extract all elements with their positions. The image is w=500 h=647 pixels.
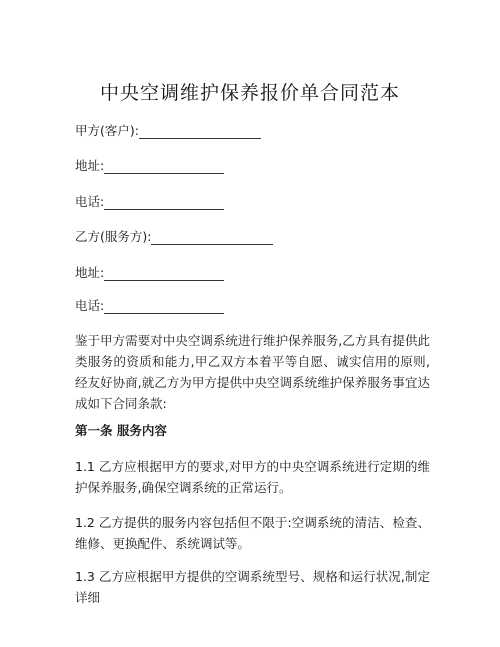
clause-1-1: 1.1 乙方应根据甲方的要求,对甲方的中央空调系统进行定期的维护保养服务,确保空调系统的正常运行。 [75, 459, 430, 495]
party-b-name-label: 乙方(服务方): [75, 229, 152, 244]
party-a-address-blank[interactable] [104, 160, 224, 174]
party-a-phone-field [75, 194, 224, 210]
party-a-name-label: 甲方(客户): [75, 123, 139, 138]
party-b-name-field [75, 229, 273, 245]
party-a-name-blank[interactable] [139, 125, 261, 139]
party-b-phone-label: 电话: [75, 298, 105, 313]
party-b-phone-field [75, 298, 224, 314]
clause-1-2: 1.2 乙方提供的服务内容包括但不限于:空调系统的清洁、检查、维修、更换配件、系统调试等。 [75, 515, 430, 551]
party-b-name-blank[interactable] [151, 231, 273, 245]
party-b-phone-blank[interactable] [104, 300, 224, 314]
party-b-address-label: 地址: [75, 265, 105, 280]
preamble-paragraph: 鉴于甲方需要对中央空调系统进行维护保养服务,乙方具有提供此类服务的资质和能力,甲乙双方本着平等自愿、诚实信用的原则,经友好协商,就乙方为甲方提供中央空调系统维护保养服务事宜达成如下合同条款: [75, 333, 430, 411]
clause-1-3: 1.3 乙方应根据甲方提供的空调系统型号、规格和运行状况,制定详细 [75, 569, 430, 605]
party-a-address-field [75, 158, 224, 174]
party-a-address-label: 地址: [75, 158, 105, 173]
party-a-phone-label: 电话: [75, 194, 105, 209]
article-1-heading: 第一条 服务内容 [75, 423, 167, 438]
party-a-name-field [75, 123, 261, 139]
party-a-phone-blank[interactable] [104, 196, 224, 210]
party-b-address-blank[interactable] [104, 267, 224, 281]
party-b-address-field [75, 265, 224, 281]
page-title: 中央空调维护保养报价单合同范本 [99, 82, 400, 104]
